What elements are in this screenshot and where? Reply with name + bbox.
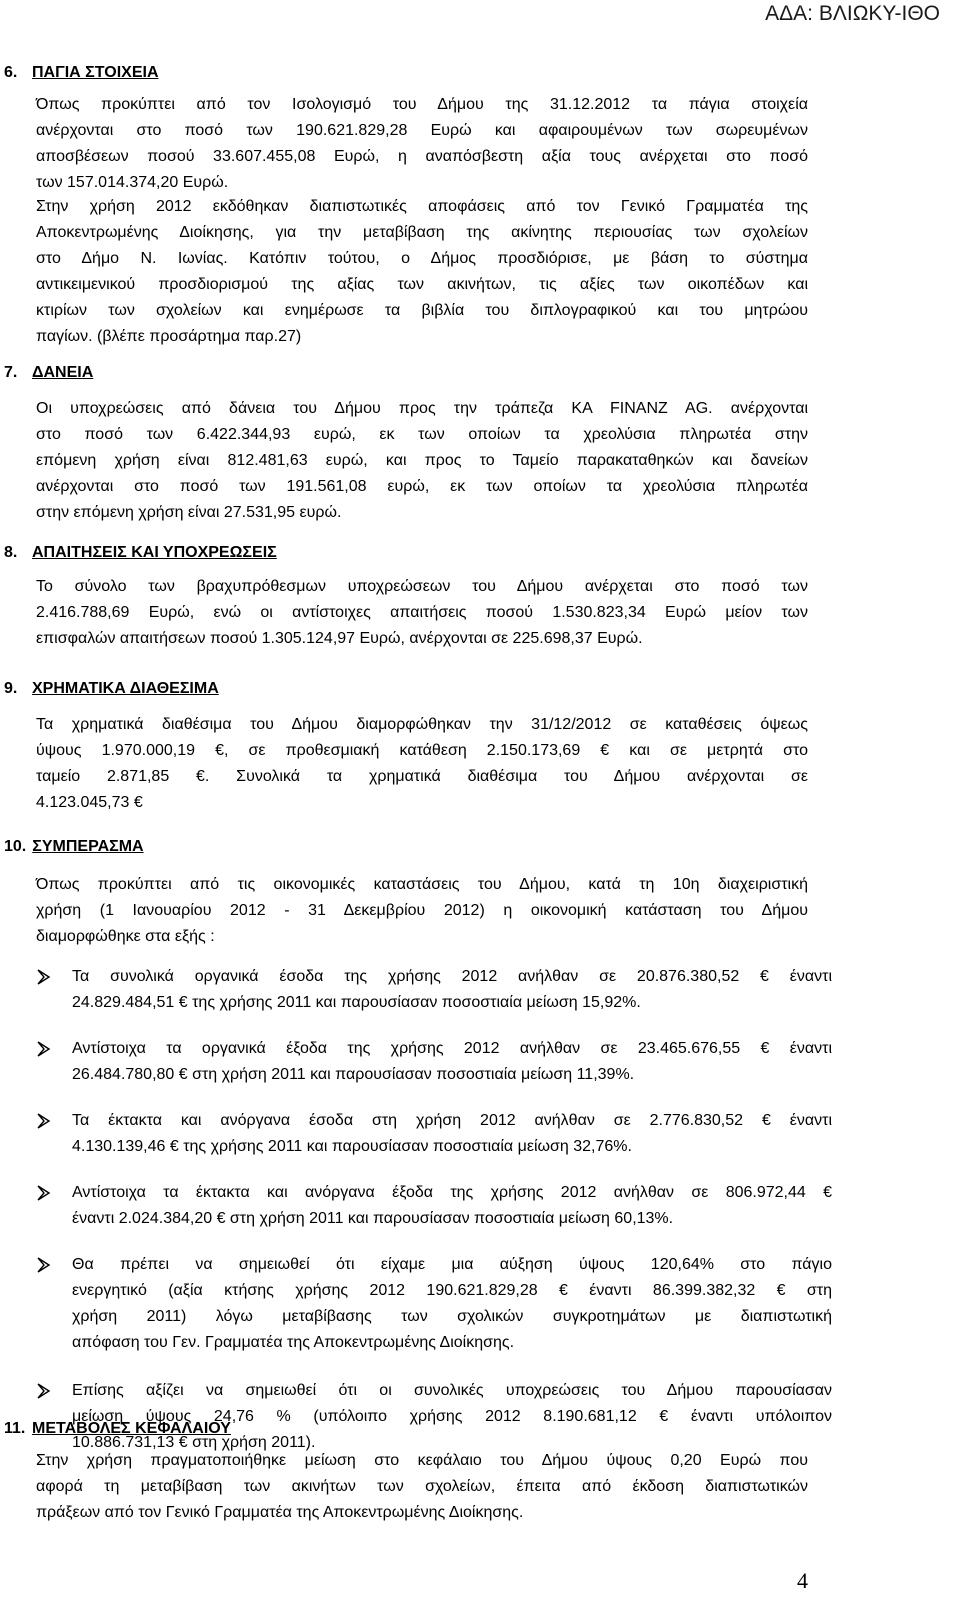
text-line: ενεργητικό (αξία κτήσης χρήσης 2012 190.621.829,28 € έναντι 86.399.382,32 € στη bbox=[72, 1282, 832, 1299]
arrow-bullet-icon bbox=[36, 1378, 52, 1404]
text-line: Στην χρήση 2012 εκδόθηκαν διαπιστωτικές αποφάσεις από τον Γενικό Γραμματέα της bbox=[36, 198, 808, 215]
section-6-heading bbox=[4, 64, 159, 82]
text-line: 26.484.780,80 € στη χρήση 2011 και παρουσίασαν ποσοστιαία μείωση 11,39%. bbox=[72, 1066, 635, 1083]
section-6-paragraph-1 bbox=[36, 92, 808, 196]
text-line: Αντίστοιχα τα έκτακτα και ανόργανα έξοδα της χρήσης 2012 ανήλθαν σε 806.972,44 € bbox=[72, 1184, 832, 1201]
text-line: Τα συνολικά οργανικά έσοδα της χρήσης 2012 ανήλθαν σε 20.876.380,52 € έναντι bbox=[72, 968, 832, 985]
arrow-bullet-icon bbox=[36, 1108, 52, 1134]
section-title: ΣΥΜΠΕΡΑΣΜΑ bbox=[32, 838, 144, 855]
text-line: πράξεων από τον Γενικό Γραμματέα της Αποκεντρωμένης Διοίκησης. bbox=[36, 1504, 524, 1521]
page-number: 4 bbox=[797, 1568, 808, 1593]
text-line: ανέρχονται στο ποσό των 191.561,08 ευρώ, εκ των οποίων τα χρεολύσια πληρωτέα bbox=[36, 478, 808, 495]
text-line: Στην χρήση πραγματοποιήθηκε μείωση στο κεφάλαιο του Δήμου ύψους 0,20 Ευρώ που bbox=[36, 1452, 808, 1469]
text-line: παγίων. (βλέπε προσάρτημα παρ.27) bbox=[36, 328, 302, 345]
section-10-intro bbox=[36, 872, 808, 950]
text-line: 4.130.139,46 € της χρήσης 2011 και παρουσίασαν ποσοστιαία μείωση 32,76%. bbox=[72, 1138, 632, 1155]
text-line: επόμενη χρήση είναι 812.481,63 ευρώ, και προς το Ταμείο παρακαταθηκών και δανείων bbox=[36, 452, 808, 469]
arrow-bullet-icon bbox=[36, 1036, 52, 1062]
text-line: χρήση 2011) λόγω μεταβίβασης των σχολικών συγκροτημάτων με διαπιστωτική bbox=[72, 1308, 832, 1325]
text-line: 10.886.731,13 € στη χρήση 2011). bbox=[72, 1434, 316, 1451]
section-8-heading bbox=[4, 544, 277, 562]
text-line: διαμορφώθηκε στα εξής : bbox=[36, 928, 215, 945]
section-6-paragraph-2 bbox=[36, 194, 808, 350]
text-line: ύψους 1.970.000,19 €, σε προθεσμιακή κατάθεση 2.150.173,69 € και σε μετρητά στο bbox=[36, 742, 808, 759]
text-line: 4.123.045,73 € bbox=[36, 794, 143, 811]
section-number: 9. bbox=[4, 680, 18, 697]
text-line: 2.416.788,69 Ευρώ, ενώ οι αντίστοιχες απαιτήσεις ποσού 1.530.823,34 Ευρώ μείον των bbox=[36, 604, 808, 621]
text-line: χρήση (1 Ιανουαρίου 2012 - 31 Δεκεμβρίου 2012) η οικονομική κατάσταση του Δήμου bbox=[36, 902, 808, 919]
section-number: 11. bbox=[4, 1420, 26, 1437]
text-line: Το σύνολο των βραχυπρόθεσμων υποχρεώσεων του Δήμου ανέρχεται στο ποσό των bbox=[36, 578, 808, 595]
text-line: κτιρίων των σχολείων και ενημέρωσε τα βιβλία του διπλογραφικού και του μητρώου bbox=[36, 302, 808, 319]
section-10-heading bbox=[4, 838, 144, 856]
text-line: των 157.014.374,20 Ευρώ. bbox=[36, 174, 229, 191]
text-line: Όπως προκύπτει από τις οικονομικές καταστάσεις του Δήμου, κατά τη 10η διαχειριστική bbox=[36, 876, 808, 893]
text-line: Τα χρηματικά διαθέσιμα του Δήμου διαμορφώθηκαν την 31/12/2012 σε καταθέσεις όψεως bbox=[36, 716, 808, 733]
section-title: ΧΡΗΜΑΤΙΚΑ ΔΙΑΘΕΣΙΜΑ bbox=[32, 680, 219, 697]
text-line: Θα πρέπει να σημειωθεί ότι είχαμε μια αύξηση ύψους 120,64% στο πάγιο bbox=[72, 1256, 832, 1273]
text-line: Αντίστοιχα τα οργανικά έξοδα της χρήσης 2012 ανήλθαν σε 23.465.676,55 € έναντι bbox=[72, 1040, 832, 1057]
arrow-bullet-icon bbox=[36, 964, 52, 990]
text-line: ανέρχονται στο ποσό των 190.621.829,28 Ευρώ και αφαιρουμένων των σωρευμένων bbox=[36, 122, 808, 139]
text-line: μείωση ύψους 24,76 % (υπόλοιπο χρήσης 2012 8.190.681,12 € έναντι υπόλοιπον bbox=[72, 1408, 832, 1425]
text-line: 24.829.484,51 € της χρήσης 2011 και παρουσίασαν ποσοστιαία μείωση 15,92%. bbox=[72, 994, 641, 1011]
text-line: Τα έκτακτα και ανόργανα έσοδα στη χρήση 2012 ανήλθαν σε 2.776.830,52 € έναντι bbox=[72, 1112, 832, 1129]
section-11-heading bbox=[4, 1420, 231, 1438]
section-8-paragraph-1 bbox=[36, 574, 808, 652]
section-number: 6. bbox=[4, 64, 18, 81]
section-title: ΑΠΑΙΤΗΣΕΙΣ ΚΑΙ ΥΠΟΧΡΕΩΣΕΙΣ bbox=[32, 544, 277, 561]
section-title: ΠΑΓΙΑ ΣΤΟΙΧΕΙΑ bbox=[32, 64, 159, 81]
text-line: αντικειμενικού προσδιορισμού της αξίας των ακινήτων, τις αξίες των οικοπέδων και bbox=[36, 276, 808, 293]
text-line: αφορά τη μεταβίβαση των ακινήτων των σχολείων, έπειτα από έκδοση διαπιστωτικών bbox=[36, 1478, 808, 1495]
section-title: ΜΕΤΑΒΟΛΕΣ ΚΕΦΑΛΑΙΟΥ bbox=[32, 1420, 231, 1437]
text-line: Οι υποχρεώσεις από δάνεια του Δήμου προς την τράπεζα KA FINANZ AG. ανέρχονται bbox=[36, 400, 808, 417]
section-title: ΔΑΝΕΙΑ bbox=[32, 364, 94, 381]
text-line: στο ποσό των 6.422.344,93 ευρώ, εκ των οποίων τα χρεολύσια πληρωτέα στην bbox=[36, 426, 808, 443]
section-7-paragraph-1 bbox=[36, 396, 808, 526]
ada-code: ΑΔΑ: ΒΛΙΩΚΥ-ΙΘΟ bbox=[765, 2, 940, 25]
text-line: Αποκεντρωμένης Διοίκησης, για την μεταβίβαση της ακίνητης περιουσίας των σχολείων bbox=[36, 224, 808, 241]
section-number: 10. bbox=[4, 838, 27, 855]
section-number: 7. bbox=[4, 364, 18, 381]
arrow-bullet-icon bbox=[36, 1252, 52, 1278]
text-line: έναντι 2.024.384,20 € στη χρήση 2011 και παρουσίασαν ποσοστιαία μείωση 60,13%. bbox=[72, 1210, 674, 1227]
section-number: 8. bbox=[4, 544, 18, 561]
section-9-paragraph-1 bbox=[36, 712, 808, 816]
text-line: Όπως προκύπτει από τον Ισολογισμό του Δήμου της 31.12.2012 τα πάγια στοιχεία bbox=[36, 96, 808, 113]
text-line: αποσβέσεων ποσού 33.607.455,08 Ευρώ, η αναπόσβεστη αξία τους ανέρχεται στο ποσό bbox=[36, 148, 808, 165]
section-11-paragraph-1 bbox=[36, 1448, 808, 1526]
text-line: απόφαση του Γεν. Γραμματέα της Αποκεντρωμένης Διοίκησης. bbox=[72, 1334, 515, 1351]
text-line: ταμείο 2.871,85 €. Συνολικά τα χρηματικά διαθέσιμα του Δήμου ανέρχονται σε bbox=[36, 768, 808, 785]
section-9-heading bbox=[4, 680, 219, 698]
section-7-heading bbox=[4, 364, 93, 382]
text-line: Επίσης αξίζει να σημειωθεί ότι οι συνολικές υποχρεώσεις του Δήμου παρουσίασαν bbox=[72, 1382, 832, 1399]
text-line: στην επόμενη χρήση είναι 27.531,95 ευρώ. bbox=[36, 504, 342, 521]
arrow-bullet-icon bbox=[36, 1180, 52, 1206]
text-line: στο Δήμο Ν. Ιωνίας. Κατόπιν τούτου, ο Δήμος προσδιόρισε, με βάση το σύστημα bbox=[36, 250, 808, 267]
text-line: επισφαλών απαιτήσεων ποσού 1.305.124,97 Ευρώ, ανέρχονται σε 225.698,37 Ευρώ. bbox=[36, 630, 643, 647]
